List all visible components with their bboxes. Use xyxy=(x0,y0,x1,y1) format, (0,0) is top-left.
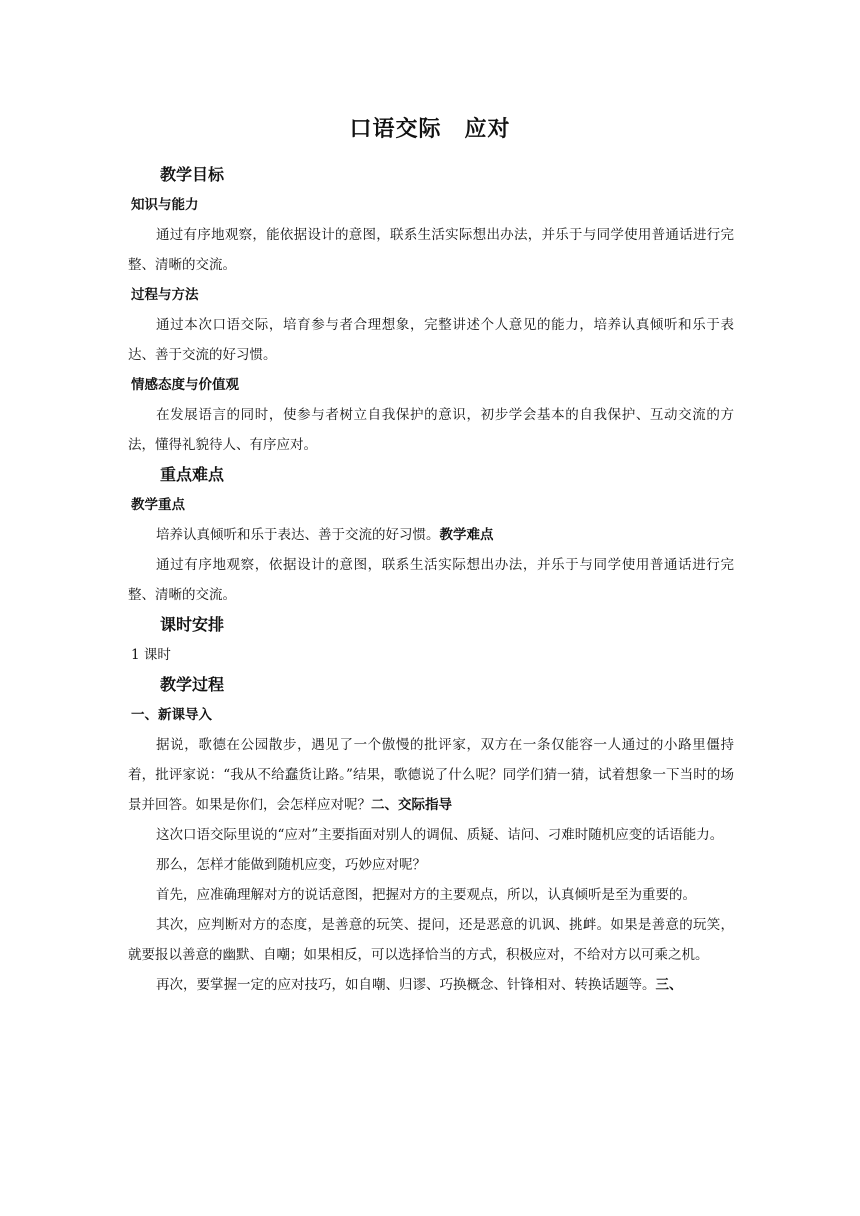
paragraph-emotion: 在发展语言的同时，使参与者树立自我保护的意识，初步学会基本的自我保护、互动交流的方法，懂得礼貌待人、有序应对。 xyxy=(128,407,734,453)
document-title: 口语交际 应对 xyxy=(349,117,511,142)
paragraph-difficult: 通过有序地观察，依据设计的意图，联系生活实际想出办法，并乐于与同学使用普通话进行完整、清晰的交流。 xyxy=(128,557,734,603)
subheading-difficult: 教学难点 xyxy=(439,527,494,543)
subheading-step1: 一、新课导入 xyxy=(131,707,212,723)
subheading-step3: 三、 xyxy=(655,977,683,993)
paragraph-step2-5 xyxy=(128,970,734,1000)
subheading-process-method: 过程与方法 xyxy=(131,287,199,303)
paragraph-knowledge: 通过有序地观察，能依据设计的意图，联系生活实际想出办法，并乐于与同学使用普通话进行完整、清晰的交流。 xyxy=(128,227,734,273)
subheading-knowledge: 知识与能力 xyxy=(131,197,199,213)
step1-text: 据说，歌德在公园散步，遇见了一个傲慢的批评家，双方在一条仅能容一人通过的小路里僵持着，批评家说：“我从不给蠢货让路。”结果，歌德说了什么呢？同学们猜一猜，试着想象一下当时的场景并回答。如果是你们，会怎样应对呢？ xyxy=(128,737,734,813)
subheading-key: 教学重点 xyxy=(131,497,185,513)
key-text: 培养认真倾听和乐于表达、善于交流的好习惯。 xyxy=(156,527,440,543)
paragraph-process-method: 通过本次口语交际，培育参与者合理想象，完整讲述个人意见的能力，培养认真倾听和乐于表达、善于交流的好习惯。 xyxy=(128,317,734,363)
paragraph-step2-1: 这次口语交际里说的“应对”主要指面对别人的调侃、质疑、诘问、刁难时随机应变的话语能力。 xyxy=(156,827,724,843)
paragraph-step2-4: 其次，应判断对方的态度，是善意的玩笑、提问，还是恶意的讥讽、挑衅。如果是善意的玩笑，就要报以善意的幽默、自嘲；如果相反，可以选择恰当的方式，积极应对，不给对方以可乘之机。 xyxy=(128,917,734,963)
schedule-text: 1 课时 xyxy=(131,647,171,663)
paragraph-step2-2: 那么，怎样才能做到随机应变，巧妙应对呢？ xyxy=(156,857,426,873)
section-heading-process: 教学过程 xyxy=(160,675,225,694)
step2-text5: 再次，要掌握一定的应对技巧，如自嘲、归谬、巧换概念、针锋相对、转换话题等。 xyxy=(156,977,656,993)
section-heading-schedule: 课时安排 xyxy=(160,615,225,634)
paragraph-key xyxy=(128,520,734,550)
document-body xyxy=(128,160,734,1000)
paragraph-step2-3: 首先，应准确理解对方的说话意图，把握对方的主要观点，所以，认真倾听是至为重要的。 xyxy=(156,887,696,903)
subheading-step2: 二、交际指导 xyxy=(371,797,452,813)
paragraph-step1 xyxy=(128,730,734,820)
section-heading-key-points: 重点难点 xyxy=(160,465,225,484)
section-heading-goals: 教学目标 xyxy=(160,165,225,184)
subheading-emotion: 情感态度与价值观 xyxy=(131,377,239,393)
